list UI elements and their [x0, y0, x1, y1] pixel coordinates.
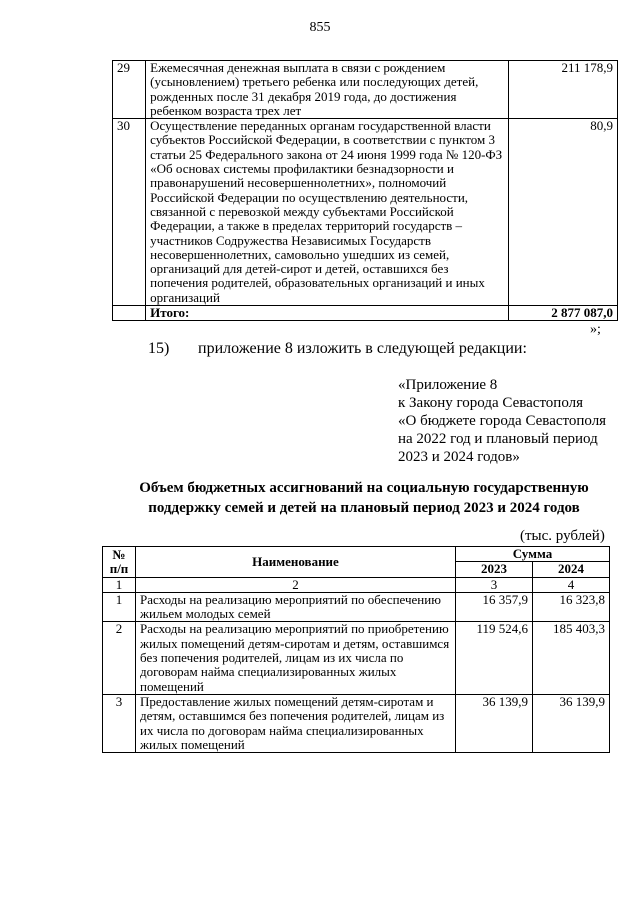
title-line: Объем бюджетных ассигнований на социальную государственную: [139, 480, 589, 496]
title-line: поддержку семей и детей на плановый период 2023 и 2024 годов: [148, 500, 580, 516]
appendix-header: [398, 376, 606, 466]
row-number: 2: [103, 622, 136, 694]
row-amount: 80,9: [508, 119, 617, 306]
header-name: Наименование: [136, 547, 456, 578]
header-row: [103, 547, 610, 562]
row-name: Ежемесячная денежная выплата в связи с рождением (усыновлением) третьего ребенка или последующих детей, рожденных после 31 декабря 2019 года, до достижения ребенком возраста трех лет: [146, 61, 508, 119]
row-number: 30: [113, 119, 146, 306]
item-text: приложение 8 изложить в следующей редакции:: [198, 340, 527, 357]
table-row: [103, 592, 610, 622]
document-title: [104, 478, 624, 518]
table-row: [103, 694, 610, 752]
header-sum: Сумма: [456, 547, 610, 562]
row-name: Осуществление переданных органам государственной власти субъектов Российской Федерации, в соответствии с пунктом 3 статьи 25 Федерального закона от 24 июня 1999 года № 120-ФЗ «Об основах системы профилактики безнадзорности и правонарушений несовершеннолетних», полномочий Российской Федерации по осуществлению деятельности, связанной с перевозкой между субъектами Российской Федерации, а также в пределах территорий государств – участников Содружества Независимых Государств несовершеннолетних, самовольно ушедших из семей, организаций для детей-сирот и детей, оставшихся без попечения родителей, образовательных организаций и иных организаций: [146, 119, 508, 306]
closing-quote: »;: [590, 322, 601, 337]
appendix-line: к Закону города Севастополя: [398, 395, 584, 411]
index-cell: 2: [136, 577, 456, 592]
page-number: 855: [309, 20, 331, 35]
row-2024: 16 323,8: [533, 592, 610, 622]
table-row: [113, 61, 618, 119]
appendix-line: 2023 и 2024 годов»: [398, 449, 520, 465]
header-num: № п/п: [103, 547, 136, 578]
expenditure-table-continued: [112, 60, 618, 321]
total-row: [113, 306, 618, 321]
appendix-line: «О бюджете города Севастополя: [398, 413, 607, 429]
total-label: Итого:: [146, 306, 508, 321]
header-2024: 2024: [533, 562, 610, 577]
units-label: (тыс. рублей): [520, 528, 605, 544]
row-2023: 36 139,9: [456, 694, 533, 752]
index-cell: 4: [533, 577, 610, 592]
row-amount: 211 178,9: [508, 61, 617, 119]
appendix-line: на 2022 год и плановый период: [398, 431, 598, 447]
row-2023: 16 357,9: [456, 592, 533, 622]
header-2023: 2023: [456, 562, 533, 577]
row-number: 1: [103, 592, 136, 622]
row-name: Предоставление жилых помещений детям-сиротам и детям, оставшимся без попечения родителей, лицам из их числа по договорам найма специализированных жилых помещений: [136, 694, 456, 752]
row-2024: 36 139,9: [533, 694, 610, 752]
row-number: 3: [103, 694, 136, 752]
item-number: 15): [148, 340, 170, 357]
total-amount: 2 877 087,0: [508, 306, 617, 321]
index-row: [103, 577, 610, 592]
table-row: [103, 622, 610, 694]
row-number: 29: [113, 61, 146, 119]
index-cell: 3: [456, 577, 533, 592]
row-name: Расходы на реализацию мероприятий по приобретению жилых помещений детям-сиротам и детям, оставшимся без попечения родителей, лицам из их числа по договорам найма специализированных жилых помещений: [136, 622, 456, 694]
row-2024: 185 403,3: [533, 622, 610, 694]
row-2023: 119 524,6: [456, 622, 533, 694]
amendment-item: [148, 340, 527, 358]
index-cell: 1: [103, 577, 136, 592]
appendix-line: «Приложение 8: [398, 377, 498, 393]
allocation-table: [102, 546, 610, 753]
row-name: Расходы на реализацию мероприятий по обеспечению жильем молодых семей: [136, 592, 456, 622]
table-row: [113, 119, 618, 306]
